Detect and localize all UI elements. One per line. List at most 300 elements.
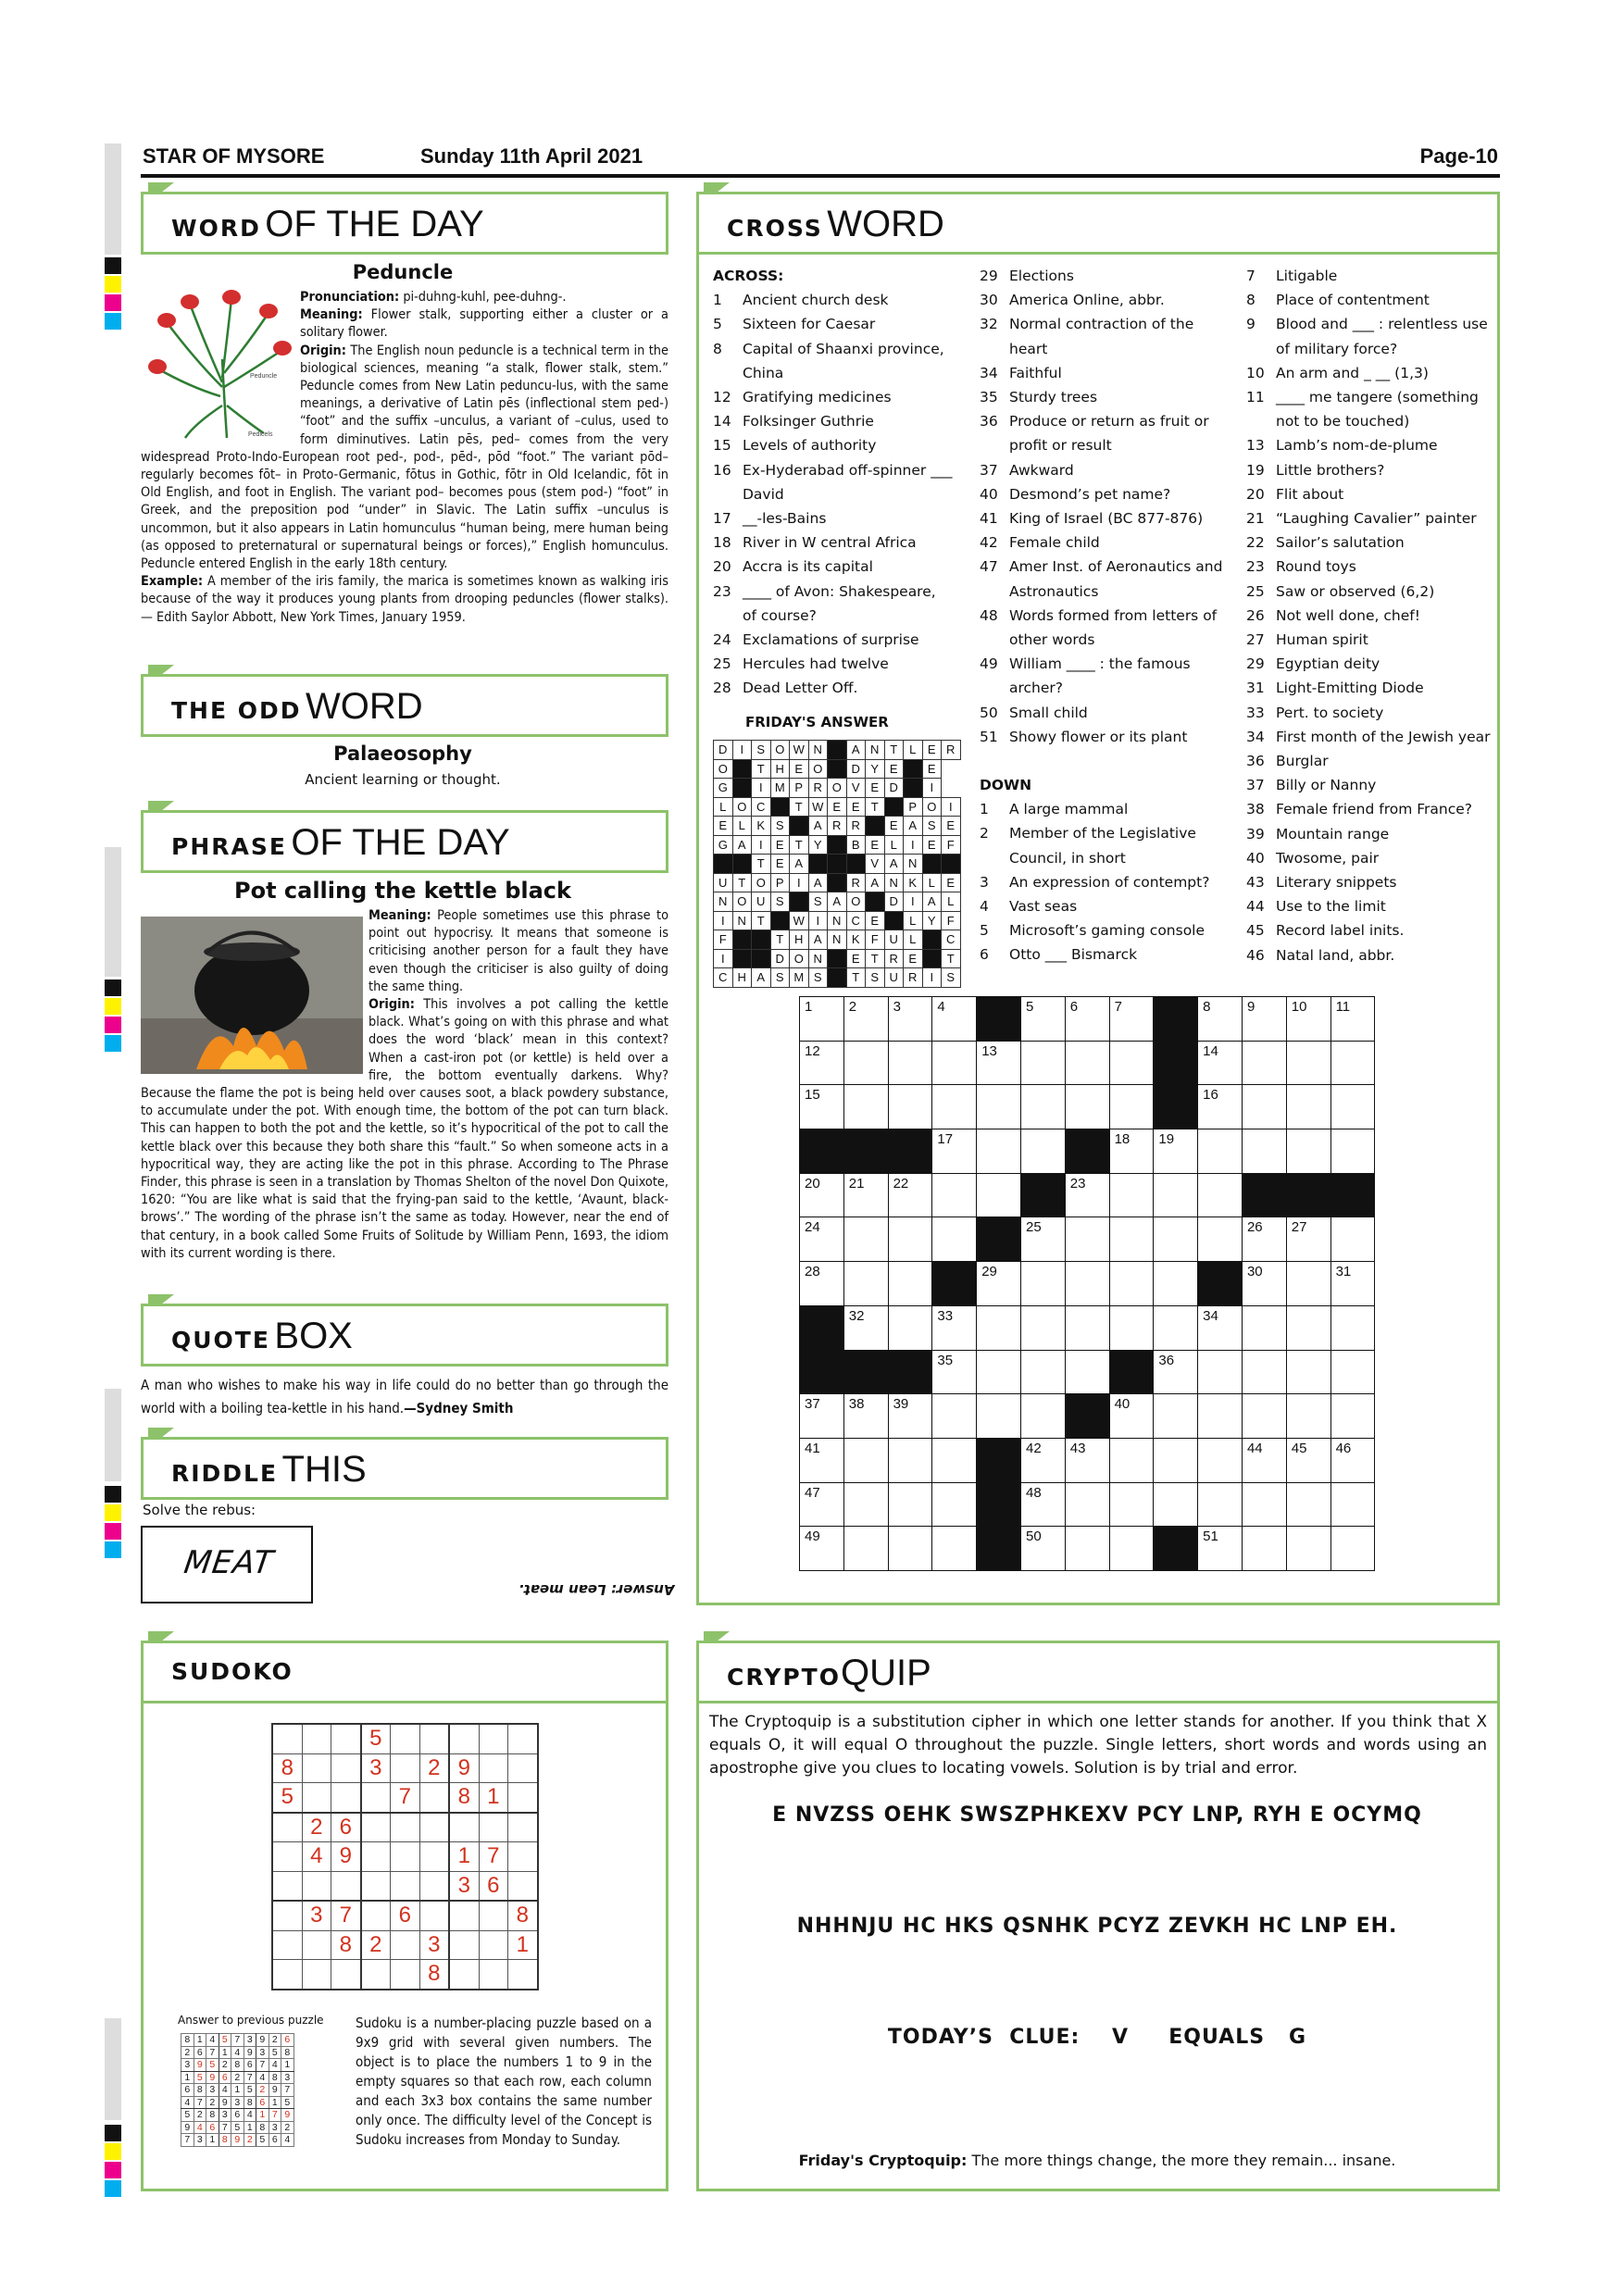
answer-cell: A (732, 835, 752, 855)
sudoku-given-cell: 1 (449, 1842, 479, 1872)
crossword-cell[interactable] (977, 1262, 1021, 1306)
sudoku-empty-cell[interactable] (391, 1930, 420, 1960)
answer-cell: L (714, 797, 733, 817)
clue-number: 15 (713, 437, 731, 455)
previous-answer-cell: 8 (269, 2071, 281, 2084)
crossword-cell[interactable] (800, 1173, 844, 1217)
sudoku-empty-cell[interactable] (479, 1960, 508, 1990)
crossword-cell[interactable] (1109, 1394, 1154, 1439)
sudoku-empty-cell[interactable] (508, 1960, 538, 1990)
answer-cell: A (866, 873, 885, 892)
crossword-cell[interactable] (888, 1085, 932, 1129)
previous-answer-cell: 2 (244, 2134, 256, 2147)
crossword-cell[interactable] (1154, 1350, 1198, 1394)
crossword-cell[interactable] (1154, 1305, 1198, 1350)
cell-number: 3 (893, 999, 901, 1015)
sudoku-header (141, 1641, 668, 1703)
crossword-cell[interactable] (932, 1305, 977, 1350)
crossword-cell[interactable] (1198, 1085, 1243, 1129)
crossword-cell[interactable] (888, 1041, 932, 1085)
crossword-cell[interactable] (888, 1262, 932, 1306)
crossword-cell[interactable] (800, 1394, 844, 1439)
crossword-cell[interactable] (888, 1527, 932, 1571)
cell-number: 15 (805, 1087, 820, 1104)
crossword-cell[interactable] (843, 1482, 888, 1527)
crossword-cell[interactable] (1242, 1129, 1286, 1174)
crossword-cell[interactable] (1154, 1173, 1198, 1217)
crossword-cell[interactable] (1330, 1217, 1375, 1262)
sudoku-empty-cell[interactable] (508, 1871, 538, 1901)
sudoku-empty-cell[interactable] (391, 1813, 420, 1842)
sudoku-empty-cell[interactable] (479, 1901, 508, 1930)
sudoku-given-cell: 7 (479, 1842, 508, 1872)
crossword-cell[interactable] (1109, 1217, 1154, 1262)
crossword-cell[interactable] (1242, 1350, 1286, 1394)
sudoku-empty-cell[interactable] (479, 1813, 508, 1842)
answer-black-cell (732, 779, 752, 798)
answer-cell: Y (866, 759, 885, 779)
sudoku-empty-cell[interactable] (449, 1930, 479, 1960)
answer-cell: E (922, 835, 942, 855)
sudoku-empty-cell[interactable] (419, 1871, 449, 1901)
crossword-cell[interactable] (843, 1305, 888, 1350)
sudoku-empty-cell[interactable] (361, 1813, 391, 1842)
crossword-cell[interactable] (1109, 1305, 1154, 1350)
across-clues-list (713, 288, 954, 700)
clue-number: 46 (1246, 946, 1265, 964)
crossword-cell[interactable] (843, 1394, 888, 1439)
crossword-cell[interactable] (888, 1482, 932, 1527)
crossword-black-cell (977, 1527, 1021, 1571)
answer-cell: F (866, 930, 885, 950)
example-label: Example: (141, 574, 204, 590)
crossword-cell[interactable] (888, 1394, 932, 1439)
answer-cell: P (904, 797, 923, 817)
sudoku-empty-cell[interactable] (391, 1724, 420, 1753)
cell-number: 35 (937, 1352, 954, 1368)
crossword-cell[interactable] (843, 1438, 888, 1482)
crossword-cell[interactable] (977, 1041, 1021, 1085)
previous-answer-cell: 7 (244, 2071, 256, 2084)
answer-cell: U (884, 930, 904, 950)
crossword-cell[interactable] (932, 997, 977, 1042)
sudoku-empty-cell[interactable] (361, 1871, 391, 1901)
crossword-black-cell (1109, 1350, 1154, 1394)
sudoku-empty-cell[interactable] (302, 1960, 331, 1990)
crossword-cell[interactable] (800, 1438, 844, 1482)
previous-answer-cell: 6 (281, 2034, 294, 2047)
crossword-cell[interactable] (1330, 1482, 1375, 1527)
sudoku-empty-cell[interactable] (391, 1753, 420, 1783)
down-clues-list (980, 797, 1230, 967)
crossword-cell[interactable] (1154, 1482, 1198, 1527)
crossword-cell[interactable] (977, 1305, 1021, 1350)
crossword-cell[interactable] (1330, 997, 1375, 1042)
crossword-cell[interactable] (1330, 1129, 1375, 1174)
section-title-small: RIDDLE (171, 1460, 279, 1487)
answer-cell: O (732, 892, 752, 912)
crossword-cell[interactable] (1286, 1350, 1330, 1394)
crossword-cell[interactable] (1286, 1217, 1330, 1262)
crossword-cell[interactable] (1065, 1305, 1109, 1350)
color-mark-black (105, 2125, 121, 2141)
crossword-cell[interactable] (843, 1262, 888, 1306)
sudoku-empty-cell[interactable] (508, 1753, 538, 1783)
crossword-cell[interactable] (1109, 1262, 1154, 1306)
crossword-cell[interactable] (800, 1085, 844, 1129)
clues-column-2 (980, 264, 1230, 967)
previous-answer-cell: 4 (181, 2096, 194, 2109)
crossword-black-cell (977, 997, 1021, 1042)
previous-answer-cell: 7 (194, 2096, 206, 2109)
clue-item (713, 288, 954, 312)
previous-answer-cell: 3 (194, 2134, 206, 2147)
clue-number: 17 (713, 510, 731, 528)
crossword-cell[interactable] (843, 1217, 888, 1262)
clue-number: 33 (1246, 704, 1265, 721)
crossword-cell[interactable] (1198, 1305, 1243, 1350)
crossword-cell[interactable] (1198, 1438, 1243, 1482)
crossword-cell[interactable] (1198, 1527, 1243, 1571)
answer-cell: A (790, 855, 809, 874)
crossword-cell[interactable] (932, 1041, 977, 1085)
crossword-cell[interactable] (843, 1173, 888, 1217)
cell-number: 32 (848, 1307, 865, 1324)
answer-cell: L (904, 911, 923, 930)
crossword-cell[interactable] (1020, 1041, 1065, 1085)
crossword-cell[interactable] (1020, 997, 1065, 1042)
crossword-cell[interactable] (1242, 1041, 1286, 1085)
answer-cell: N (828, 911, 847, 930)
crossword-cell[interactable] (1198, 1350, 1243, 1394)
answer-cell: A (808, 817, 828, 836)
crossword-cell[interactable] (1198, 997, 1243, 1042)
crossword-cell[interactable] (1330, 1350, 1375, 1394)
sudoku-empty-cell[interactable] (272, 1960, 302, 1990)
answer-cell: A (922, 892, 942, 912)
crossword-cell[interactable] (1242, 997, 1286, 1042)
previous-answer-cell: 7 (269, 2109, 281, 2122)
clue-text: Faithful (1009, 364, 1062, 381)
crossword-cell[interactable] (1065, 1041, 1109, 1085)
sudoku-empty-cell[interactable] (361, 1842, 391, 1872)
answer-cell: T (866, 797, 885, 817)
crossword-cell[interactable] (843, 997, 888, 1042)
answer-cell: T (752, 911, 771, 930)
issue-date: Sunday 11th April 2021 (420, 144, 643, 168)
crossword-cell[interactable] (932, 1438, 977, 1482)
crossword-cell[interactable] (977, 1394, 1021, 1439)
answer-cell: G (714, 835, 733, 855)
crossword-cell[interactable] (843, 1527, 888, 1571)
sudoku-empty-cell[interactable] (391, 1871, 420, 1901)
crossword-cell[interactable] (1109, 1438, 1154, 1482)
clue-text: Otto ___ Bismarck (1009, 946, 1138, 964)
sudoku-empty-cell[interactable] (361, 1783, 391, 1813)
crossword-cell[interactable] (843, 1041, 888, 1085)
previous-answer-cell: 1 (256, 2109, 269, 2122)
crossword-cell[interactable] (1154, 1129, 1198, 1174)
sudoku-empty-cell[interactable] (419, 1783, 449, 1813)
sudoku-empty-cell[interactable] (331, 1753, 361, 1783)
crossword-cell[interactable] (1286, 1438, 1330, 1482)
previous-answer-cell: 9 (181, 2121, 194, 2134)
cell-number: 5 (1025, 999, 1034, 1015)
sudoku-empty-cell[interactable] (508, 1783, 538, 1813)
crossword-cell[interactable] (977, 1085, 1021, 1129)
sudoku-empty-cell[interactable] (272, 1842, 302, 1872)
crossword-cell[interactable] (1154, 1394, 1198, 1439)
crossword-black-cell (932, 1262, 977, 1306)
sudoku-grid (271, 1723, 539, 1990)
sudoku-empty-cell[interactable] (331, 1960, 361, 1990)
crossword-cell[interactable] (1286, 1482, 1330, 1527)
meaning-text: Flower stalk, supporting either a cluster or a solitary flower. (300, 307, 668, 341)
crossword-cell[interactable] (1065, 1438, 1109, 1482)
crossword-cell[interactable] (1020, 1527, 1065, 1571)
clue-item (713, 312, 954, 336)
crossword-cell[interactable] (932, 1482, 977, 1527)
crossword-cell[interactable] (1065, 1350, 1109, 1394)
crossword-cell[interactable] (1330, 1262, 1375, 1306)
crossword-cell[interactable] (1286, 1085, 1330, 1129)
clue-text: ____ of Avon: Shakespeare, of course? (743, 582, 936, 624)
crossword-cell[interactable] (1065, 1085, 1109, 1129)
sudoku-empty-cell[interactable] (302, 1783, 331, 1813)
crossword-cell[interactable] (932, 1527, 977, 1571)
crossword-cell[interactable] (888, 1438, 932, 1482)
crossword-cell[interactable] (800, 1527, 844, 1571)
crossword-cell[interactable] (932, 1173, 977, 1217)
clue-item (1246, 797, 1494, 821)
crossword-cell[interactable] (1020, 1482, 1065, 1527)
answer-cell: A (808, 930, 828, 950)
clue-text: Natal land, abbr. (1276, 946, 1395, 964)
crossword-cell[interactable] (800, 1482, 844, 1527)
answer-cell: T (790, 835, 809, 855)
clue-number: 14 (713, 413, 731, 430)
crossword-cell[interactable] (1286, 1262, 1330, 1306)
sudoku-empty-cell[interactable] (302, 1871, 331, 1901)
crossword-cell[interactable] (977, 1173, 1021, 1217)
crossword-cell[interactable] (1286, 1041, 1330, 1085)
crossword-black-cell (1154, 997, 1198, 1042)
sudoku-empty-cell[interactable] (479, 1724, 508, 1753)
crossword-cell[interactable] (1065, 1482, 1109, 1527)
crossword-cell[interactable] (1154, 1262, 1198, 1306)
section-title-big: THIS (281, 1449, 367, 1490)
crossword-cell[interactable] (888, 1173, 932, 1217)
crossword-cell[interactable] (1109, 1527, 1154, 1571)
answer-cell: S (866, 968, 885, 988)
crossword-cell[interactable] (1242, 1262, 1286, 1306)
crossword-cell[interactable] (977, 1129, 1021, 1174)
clue-item (980, 482, 1230, 506)
answer-cell: F (714, 930, 733, 950)
sudoku-empty-cell[interactable] (272, 1901, 302, 1930)
sudoku-empty-cell[interactable] (361, 1901, 391, 1930)
sudoku-given-cell: 9 (449, 1753, 479, 1783)
crossword-cell[interactable] (1242, 1217, 1286, 1262)
crossword-cell[interactable] (1109, 1173, 1154, 1217)
crossword-cell[interactable] (1330, 1394, 1375, 1439)
sudoku-empty-cell[interactable] (419, 1901, 449, 1930)
crossword-cell[interactable] (1286, 1305, 1330, 1350)
crossword-cell[interactable] (1020, 1350, 1065, 1394)
crossword-black-cell (800, 1305, 844, 1350)
sudoku-empty-cell[interactable] (272, 1724, 302, 1753)
previous-answer-cell: 2 (256, 2084, 269, 2097)
sudoku-empty-cell[interactable] (449, 1813, 479, 1842)
crossword-cell[interactable] (1330, 1085, 1375, 1129)
crossword-cell[interactable] (1242, 1085, 1286, 1129)
crossword-cell[interactable] (1198, 1482, 1243, 1527)
answer-black-cell (808, 855, 828, 874)
crossword-cell[interactable] (932, 1350, 977, 1394)
crossword-cell[interactable] (1109, 1041, 1154, 1085)
clue-number: 1 (713, 292, 722, 309)
clue-text: River in W central Africa (743, 534, 917, 552)
crossword-cell[interactable] (977, 1350, 1021, 1394)
clue-item (980, 797, 1230, 821)
cell-number: 45 (1291, 1440, 1307, 1456)
crossword-cell[interactable] (1286, 997, 1330, 1042)
sudoku-empty-cell[interactable] (419, 1724, 449, 1753)
crossword-cell[interactable] (1020, 1129, 1065, 1174)
answer-cell: D (770, 949, 790, 968)
crossword-cell[interactable] (888, 1305, 932, 1350)
previous-answer-cell: 9 (256, 2034, 269, 2047)
sudoku-empty-cell[interactable] (302, 1930, 331, 1960)
crossword-cell[interactable] (1330, 1305, 1375, 1350)
clue-item (1246, 288, 1494, 312)
sudoku-empty-cell[interactable] (449, 1901, 479, 1930)
crossword-cell[interactable] (1065, 1173, 1109, 1217)
crossword-cell[interactable] (1065, 997, 1109, 1042)
sudoku-empty-cell[interactable] (508, 1724, 538, 1753)
sudoku-empty-cell[interactable] (449, 1724, 479, 1753)
sudoku-empty-cell[interactable] (419, 1813, 449, 1842)
sudoku-empty-cell[interactable] (479, 1930, 508, 1960)
sudoku-empty-cell[interactable] (449, 1960, 479, 1990)
sudoku-empty-cell[interactable] (391, 1842, 420, 1872)
clue-text: “Laughing Cavalier” painter (1276, 510, 1477, 528)
crossword-cell[interactable] (1242, 1305, 1286, 1350)
crossword-cell[interactable] (1330, 1438, 1375, 1482)
sudoku-empty-cell[interactable] (361, 1960, 391, 1990)
crossword-cell[interactable] (932, 1217, 977, 1262)
crossword-cell[interactable] (1154, 1217, 1198, 1262)
crossword-cell[interactable] (1109, 997, 1154, 1042)
sudoku-empty-cell[interactable] (508, 1813, 538, 1842)
crossword-cell[interactable] (1109, 1085, 1154, 1129)
crossword-black-cell (1065, 1129, 1109, 1174)
sudoku-empty-cell[interactable] (391, 1960, 420, 1990)
cell-number: 8 (1203, 999, 1211, 1015)
answer-cell: S (808, 892, 828, 912)
clue-item (980, 506, 1230, 530)
crossword-cell[interactable] (843, 1085, 888, 1129)
crossword-cell[interactable] (800, 1041, 844, 1085)
crossword-cell[interactable] (1020, 1438, 1065, 1482)
crossword-cell[interactable] (1286, 1129, 1330, 1174)
crossword-cell[interactable] (1242, 1438, 1286, 1482)
sudoku-empty-cell[interactable] (479, 1753, 508, 1783)
crossword-cell[interactable] (1330, 1527, 1375, 1571)
crossword-cell[interactable] (1198, 1173, 1243, 1217)
sudoku-empty-cell[interactable] (331, 1871, 361, 1901)
crossword-cell[interactable] (1065, 1217, 1109, 1262)
crossword-cell[interactable] (1020, 1394, 1065, 1439)
color-mark-black (105, 980, 121, 996)
crossword-cell[interactable] (1198, 1217, 1243, 1262)
crossword-cell[interactable] (1109, 1129, 1154, 1174)
cell-number: 50 (1025, 1529, 1042, 1545)
crossword-cell[interactable] (1242, 1394, 1286, 1439)
previous-answer-cell: 3 (244, 2034, 256, 2047)
crossword-cell[interactable] (932, 1085, 977, 1129)
crossword-cell[interactable] (1242, 1482, 1286, 1527)
sudoku-empty-cell[interactable] (272, 1871, 302, 1901)
sudoku-empty-cell[interactable] (331, 1724, 361, 1753)
crossword-cell[interactable] (1286, 1527, 1330, 1571)
crossword-cell[interactable] (1198, 1129, 1243, 1174)
sudoku-empty-cell[interactable] (331, 1783, 361, 1813)
crossword-cell[interactable] (1020, 1305, 1065, 1350)
crossword-cell[interactable] (932, 1129, 977, 1174)
crossword-cell[interactable] (932, 1394, 977, 1439)
sudoku-empty-cell[interactable] (272, 1813, 302, 1842)
clue-text: Blood and ___ : relentless use of military force? (1276, 316, 1488, 357)
clue-item (1246, 652, 1494, 676)
crossword-cell[interactable] (1286, 1394, 1330, 1439)
crossword-cell[interactable] (1242, 1527, 1286, 1571)
answer-cell: A (884, 855, 904, 874)
answer-cell: I (808, 911, 828, 930)
sudoku-given-cell: 8 (331, 1930, 361, 1960)
crossword-cell[interactable] (1154, 1438, 1198, 1482)
color-mark-magenta (105, 294, 121, 311)
crossword-cell[interactable] (1020, 1085, 1065, 1129)
answer-cell: R (828, 817, 847, 836)
crossword-cell[interactable] (800, 997, 844, 1042)
sudoku-empty-cell[interactable] (419, 1842, 449, 1872)
crossword-cell[interactable] (1109, 1482, 1154, 1527)
sudoku-empty-cell[interactable] (508, 1842, 538, 1872)
answer-cell: K (846, 930, 866, 950)
cell-number: 38 (848, 1396, 865, 1413)
crossword-cell[interactable] (888, 997, 932, 1042)
crossword-cell[interactable] (1065, 1527, 1109, 1571)
crossword-cell[interactable] (800, 1217, 844, 1262)
crossword-cell[interactable] (1020, 1217, 1065, 1262)
crossword-cell[interactable] (1020, 1262, 1065, 1306)
sudoku-empty-cell[interactable] (272, 1930, 302, 1960)
crossword-cell[interactable] (888, 1217, 932, 1262)
sudoku-empty-cell[interactable] (302, 1724, 331, 1753)
crossword-cell[interactable] (1330, 1041, 1375, 1085)
crossword-black-cell (1286, 1173, 1330, 1217)
sudoku-empty-cell[interactable] (302, 1753, 331, 1783)
crossword-cell[interactable] (1065, 1262, 1109, 1306)
crossword-cell[interactable] (1198, 1041, 1243, 1085)
crossword-cell[interactable] (1198, 1394, 1243, 1439)
previous-answer-cell: 5 (256, 2134, 269, 2147)
crossword-cell[interactable] (800, 1262, 844, 1306)
clue-item (1246, 725, 1494, 749)
clue-text: Small child (1009, 704, 1088, 721)
crossword-black-cell (888, 1350, 932, 1394)
